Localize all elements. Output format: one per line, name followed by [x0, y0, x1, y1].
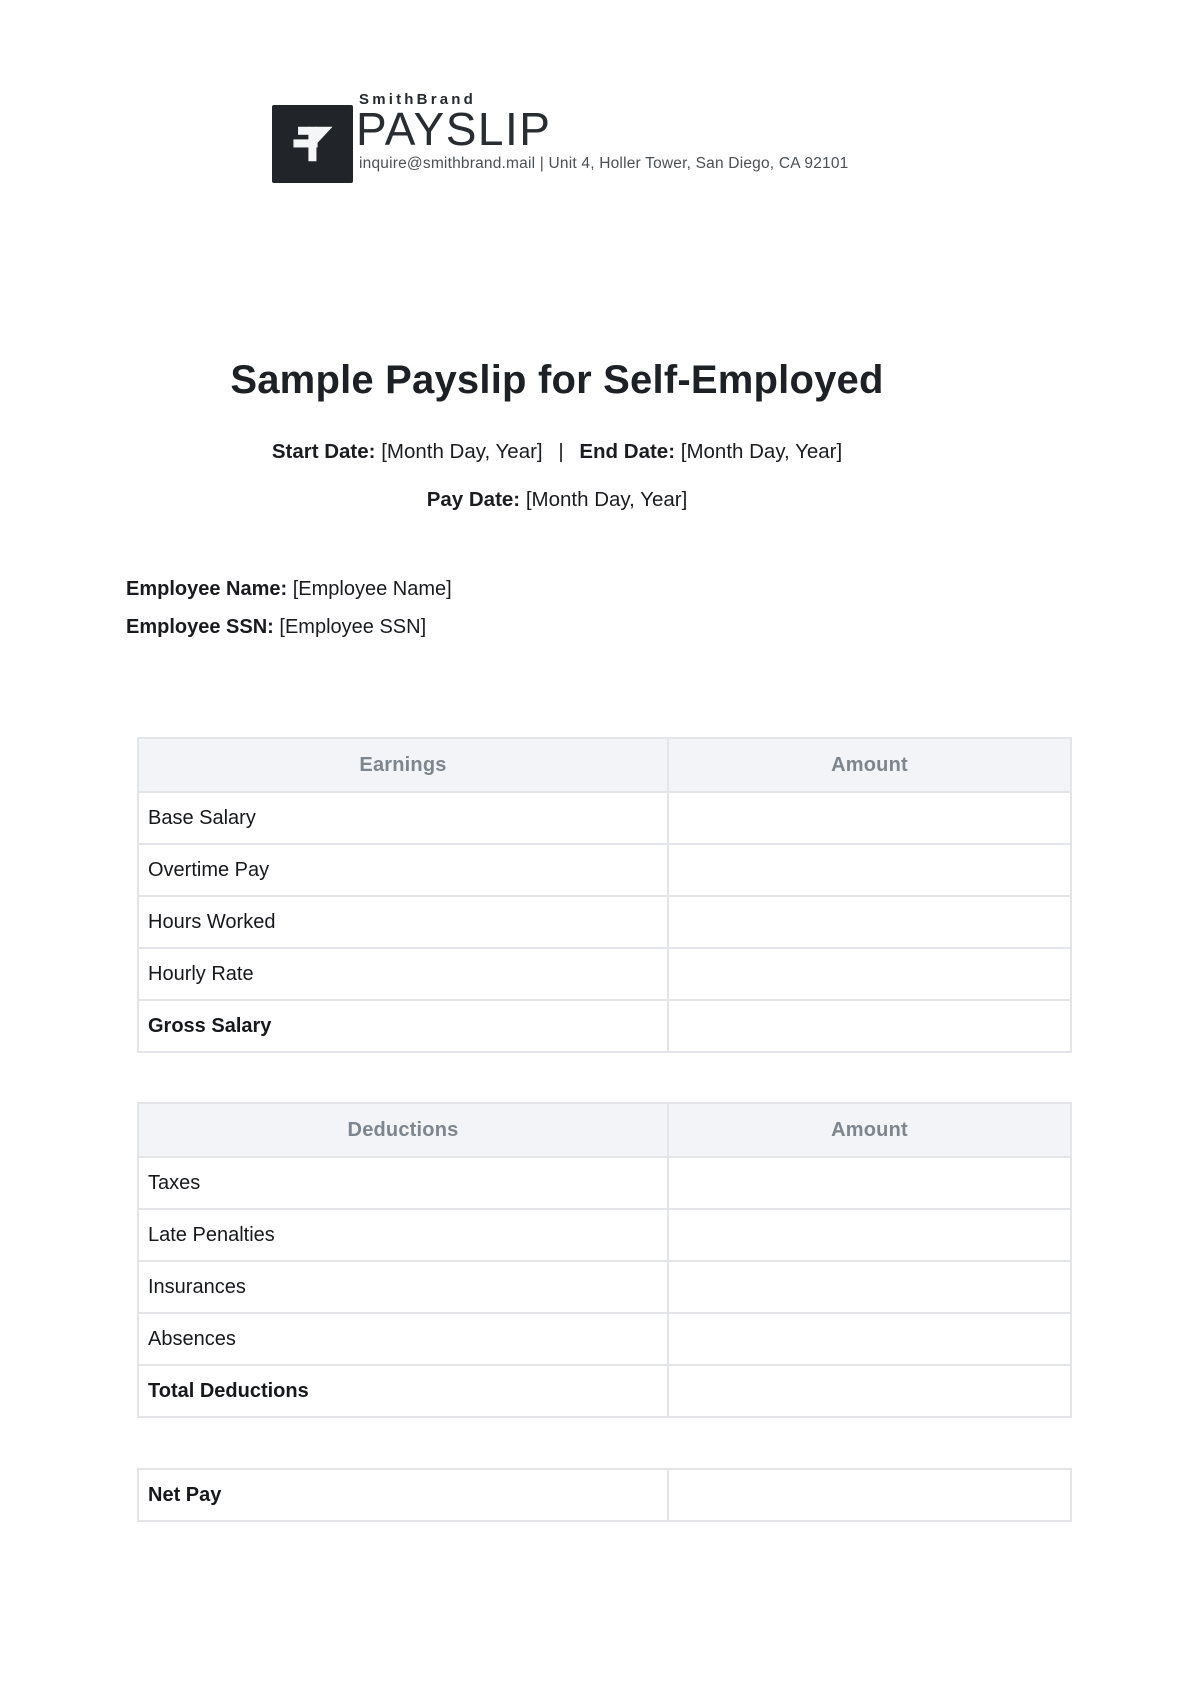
row-amount-cell	[668, 1261, 1071, 1313]
row-label-cell: Insurances	[138, 1261, 668, 1313]
header-row	[138, 1103, 1071, 1157]
table-row	[138, 1469, 1071, 1521]
column-header: Amount	[668, 738, 1071, 792]
table-row	[138, 896, 1071, 948]
row-amount-cell	[668, 1209, 1071, 1261]
end-date-label: End Date:	[579, 440, 676, 463]
date-range-line	[44, 440, 1070, 464]
table-row	[138, 1313, 1071, 1365]
row-label-cell: Overtime Pay	[138, 844, 668, 896]
pay-date-value: [Month Day, Year]	[525, 488, 688, 511]
column-header: Amount	[668, 1103, 1071, 1157]
table-row	[138, 1157, 1071, 1209]
table-row	[138, 792, 1071, 844]
date-separator: |	[558, 440, 564, 463]
smithbrand-logo	[272, 105, 353, 183]
employee-info	[126, 570, 452, 646]
row-amount-cell	[668, 1157, 1071, 1209]
earnings-table	[137, 737, 1072, 1053]
employee-name-line	[126, 570, 452, 608]
column-header: Earnings	[138, 738, 668, 792]
row-label-cell: Hourly Rate	[138, 948, 668, 1000]
end-date-value: [Month Day, Year]	[680, 440, 843, 463]
row-amount-cell	[668, 1000, 1071, 1052]
row-amount-cell	[668, 1313, 1071, 1365]
document-wordmark: PAYSLIP	[356, 103, 552, 155]
row-label-cell: Net Pay	[138, 1469, 668, 1521]
tables-section	[137, 737, 1070, 1522]
table-row	[138, 1209, 1071, 1261]
row-label-cell: Gross Salary	[138, 1000, 668, 1052]
brand-name: SmithBrand	[359, 91, 477, 108]
table-row	[138, 1000, 1071, 1052]
table-row	[138, 948, 1071, 1000]
employee-ssn-value: [Employee SSN]	[279, 616, 427, 638]
row-label-cell: Absences	[138, 1313, 668, 1365]
employee-ssn-line	[126, 608, 452, 646]
start-date-value: [Month Day, Year]	[381, 440, 543, 463]
start-date-label: Start Date:	[271, 440, 376, 463]
row-amount-cell	[668, 844, 1071, 896]
row-amount-cell	[668, 948, 1071, 1000]
row-label-cell: Base Salary	[138, 792, 668, 844]
row-amount-cell	[668, 1469, 1071, 1521]
employee-name-label: Employee Name:	[126, 578, 288, 600]
table-row	[138, 1261, 1071, 1313]
row-label-cell: Taxes	[138, 1157, 668, 1209]
page-title: Sample Payslip for Self-Employed	[230, 358, 884, 402]
row-label-cell: Hours Worked	[138, 896, 668, 948]
smithbrand-f-glyph-icon	[293, 121, 333, 167]
netpay-table	[137, 1468, 1072, 1522]
pay-date-line	[44, 488, 1070, 512]
table-row	[138, 844, 1071, 896]
column-header: Deductions	[138, 1103, 668, 1157]
deductions-table	[137, 1102, 1072, 1418]
row-amount-cell	[668, 792, 1071, 844]
row-label-cell: Late Penalties	[138, 1209, 668, 1261]
table-row	[138, 1365, 1071, 1417]
row-label-cell: Total Deductions	[138, 1365, 668, 1417]
row-amount-cell	[668, 896, 1071, 948]
employee-ssn-label: Employee SSN:	[126, 616, 274, 638]
contact-line: inquire@smithbrand.mail | Unit 4, Holler Tower, San Diego, CA 92101	[359, 155, 849, 172]
employee-name-value: [Employee Name]	[292, 578, 452, 600]
pay-date-label: Pay Date:	[426, 488, 521, 511]
row-amount-cell	[668, 1365, 1071, 1417]
header-row	[138, 738, 1071, 792]
